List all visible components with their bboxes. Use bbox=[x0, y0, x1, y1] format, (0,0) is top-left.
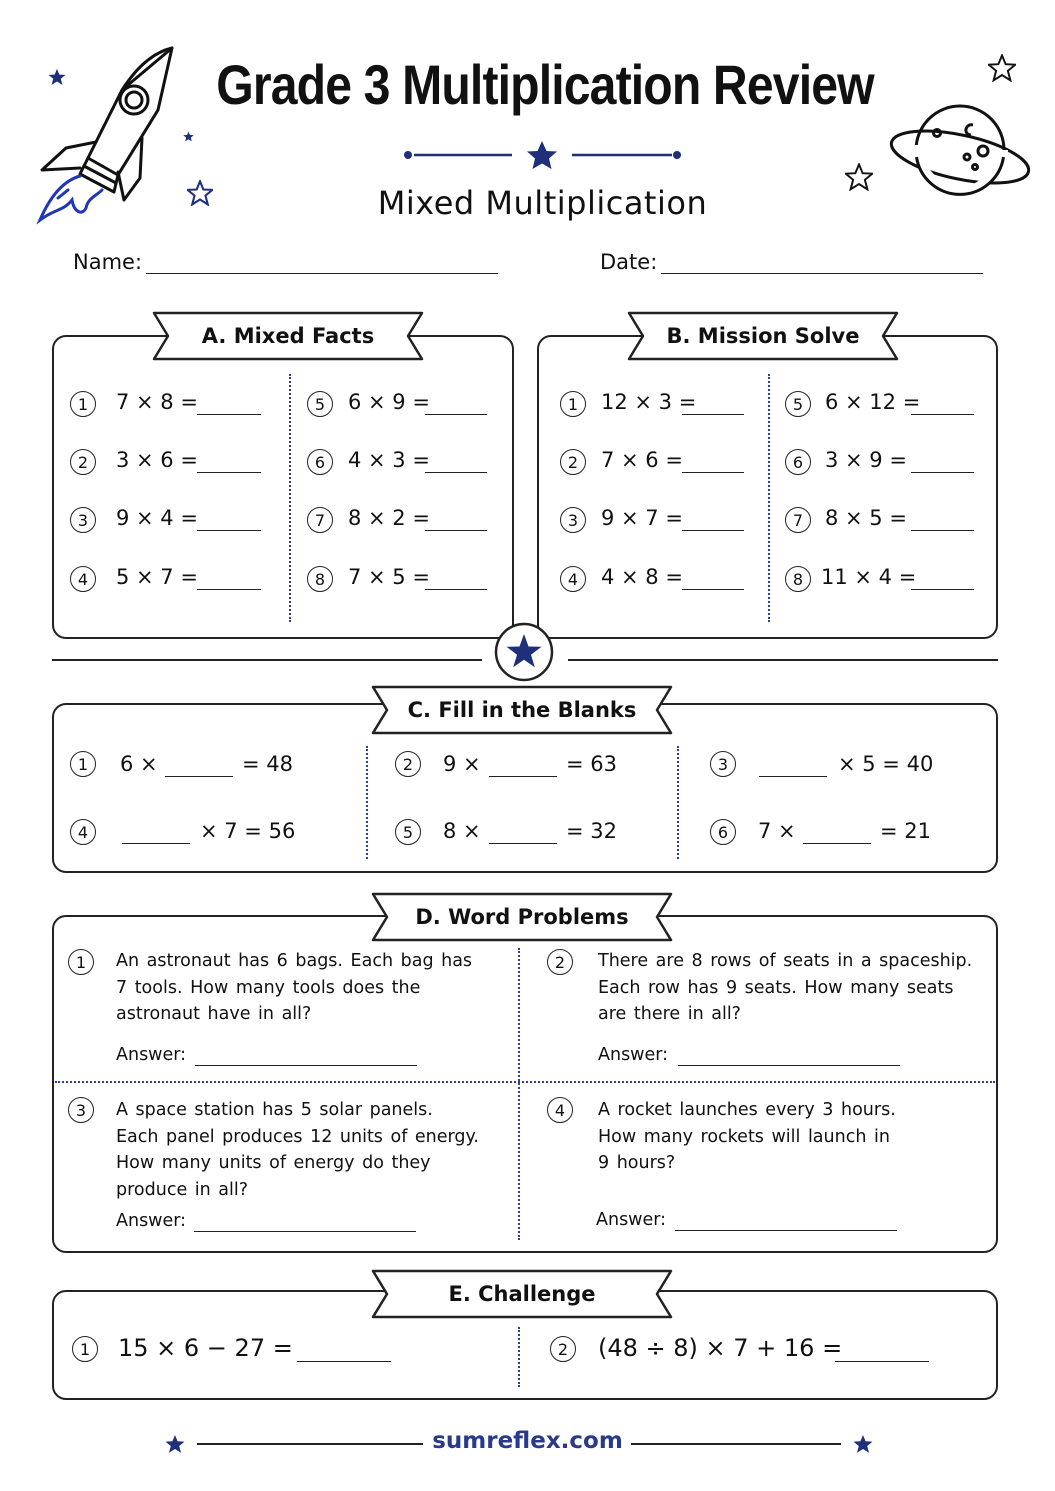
problem-line: Each panel produces 12 units of energy. bbox=[116, 1126, 479, 1147]
item-number: 5 bbox=[307, 391, 333, 417]
fact-a8: 7 × 5 = bbox=[348, 565, 430, 589]
section-divider-line bbox=[52, 659, 482, 661]
star-icon bbox=[165, 1434, 185, 1454]
item-number: 1 bbox=[70, 391, 96, 417]
fill-c3-suffix: × 5 = 40 bbox=[838, 752, 934, 776]
problem-line: 7 tools. How many tools does the bbox=[116, 977, 421, 998]
item-number: 1 bbox=[72, 1336, 98, 1362]
page-title: Grade 3 Multiplication Review bbox=[216, 53, 874, 116]
answer-blank[interactable] bbox=[489, 775, 557, 777]
answer-label: Answer: bbox=[598, 1045, 669, 1065]
item-number: 4 bbox=[70, 566, 96, 592]
section-d-divider bbox=[518, 948, 520, 1240]
item-number: 2 bbox=[70, 449, 96, 475]
challenge-2: (48 ÷ 8) × 7 + 16 = bbox=[598, 1334, 843, 1362]
fill-c2-suffix: = 63 bbox=[566, 752, 617, 776]
fact-b6: 3 × 9 = bbox=[825, 448, 907, 472]
word-problem-1 bbox=[116, 948, 496, 1028]
problem-line: An astronaut has 6 bags. Each bag has bbox=[116, 951, 473, 971]
fill-c5-prefix: 8 × bbox=[443, 819, 481, 843]
star-icon bbox=[183, 131, 194, 142]
fact-a3: 9 × 4 = bbox=[116, 506, 198, 530]
item-number: 2 bbox=[547, 949, 573, 975]
answer-blank[interactable] bbox=[682, 413, 744, 415]
answer-blank[interactable] bbox=[835, 1360, 929, 1362]
title-divider bbox=[400, 140, 690, 170]
answer-blank[interactable] bbox=[425, 588, 487, 590]
answer-blank[interactable] bbox=[682, 588, 744, 590]
item-number: 6 bbox=[785, 449, 811, 475]
item-number: 1 bbox=[68, 949, 94, 975]
answer-blank[interactable] bbox=[297, 1360, 391, 1362]
answer-blank[interactable] bbox=[425, 471, 487, 473]
word-problem-2 bbox=[598, 948, 983, 1028]
star-icon bbox=[853, 1434, 873, 1454]
section-c-title: C. Fill in the Blanks bbox=[407, 698, 637, 722]
item-number: 4 bbox=[70, 819, 96, 845]
word-problem-4 bbox=[598, 1097, 983, 1177]
item-number: 3 bbox=[68, 1097, 94, 1123]
answer-blank[interactable] bbox=[165, 775, 233, 777]
star-icon bbox=[187, 180, 213, 206]
fill-c1-suffix: = 48 bbox=[242, 752, 293, 776]
answer-blank[interactable] bbox=[197, 529, 261, 531]
fact-b2: 7 × 6 = bbox=[601, 448, 683, 472]
answer-label: Answer: bbox=[116, 1045, 187, 1065]
answer-blank[interactable] bbox=[911, 529, 974, 531]
section-e-divider bbox=[518, 1327, 520, 1387]
page-subtitle: Mixed Multiplication bbox=[377, 184, 708, 222]
item-number: 6 bbox=[307, 449, 333, 475]
answer-blank[interactable] bbox=[197, 588, 261, 590]
fact-a7: 8 × 2 = bbox=[348, 506, 430, 530]
answer-blank[interactable] bbox=[197, 471, 261, 473]
section-d-title: D. Word Problems bbox=[415, 905, 629, 929]
item-number: 8 bbox=[307, 566, 333, 592]
section-b-divider bbox=[768, 374, 770, 622]
section-d-hdivider bbox=[55, 1081, 995, 1083]
fill-c1-prefix: 6 × bbox=[120, 752, 158, 776]
item-number: 2 bbox=[395, 751, 421, 777]
item-number: 4 bbox=[547, 1097, 573, 1123]
challenge-1: 15 × 6 − 27 = bbox=[118, 1334, 293, 1362]
problem-line: How many units of energy do they bbox=[116, 1153, 431, 1173]
planet-icon bbox=[885, 95, 1035, 205]
problem-line: Each row has 9 seats. How many seats bbox=[598, 977, 954, 998]
fill-c5-suffix: = 32 bbox=[566, 819, 617, 843]
section-c-divider bbox=[677, 746, 679, 859]
footer-line bbox=[631, 1443, 841, 1445]
answer-blank[interactable] bbox=[682, 529, 744, 531]
answer-blank[interactable] bbox=[197, 413, 261, 415]
problem-line: A rocket launches every 3 hours. bbox=[598, 1100, 896, 1120]
fill-c4-suffix: × 7 = 56 bbox=[200, 819, 296, 843]
fact-a4: 5 × 7 = bbox=[116, 565, 198, 589]
problem-line: How many rockets will launch in bbox=[598, 1126, 890, 1147]
section-c-banner bbox=[371, 685, 673, 735]
section-a-title: A. Mixed Facts bbox=[201, 324, 375, 348]
section-c-divider bbox=[366, 746, 368, 859]
fill-c6-prefix: 7 × bbox=[758, 819, 796, 843]
fact-b1: 12 × 3 = bbox=[601, 390, 697, 414]
word-problem-3 bbox=[116, 1097, 506, 1203]
answer-label: Answer: bbox=[116, 1211, 187, 1231]
item-number: 5 bbox=[395, 819, 421, 845]
answer-blank[interactable] bbox=[911, 588, 974, 590]
answer-line[interactable] bbox=[195, 1064, 417, 1066]
item-number: 4 bbox=[560, 566, 586, 592]
problem-line: are there in all? bbox=[598, 1004, 741, 1024]
answer-label: Answer: bbox=[596, 1210, 667, 1230]
date-field[interactable] bbox=[661, 272, 983, 274]
item-number: 2 bbox=[560, 449, 586, 475]
answer-blank[interactable] bbox=[682, 471, 744, 473]
section-a-banner bbox=[152, 311, 424, 361]
section-e-banner bbox=[371, 1269, 673, 1319]
answer-blank[interactable] bbox=[759, 775, 827, 777]
fact-b4: 4 × 8 = bbox=[601, 565, 683, 589]
answer-line[interactable] bbox=[675, 1229, 897, 1231]
fact-a6: 4 × 3 = bbox=[348, 448, 430, 472]
item-number: 1 bbox=[70, 751, 96, 777]
fill-c2-prefix: 9 × bbox=[443, 752, 481, 776]
item-number: 8 bbox=[785, 566, 811, 592]
item-number: 1 bbox=[560, 391, 586, 417]
fact-a5: 6 × 9 = bbox=[348, 390, 430, 414]
item-number: 7 bbox=[307, 507, 333, 533]
answer-blank[interactable] bbox=[489, 842, 557, 844]
section-b-title: B. Mission Solve bbox=[666, 324, 860, 348]
section-b-banner bbox=[627, 311, 899, 361]
answer-blank[interactable] bbox=[122, 842, 190, 844]
fact-a2: 3 × 6 = bbox=[116, 448, 198, 472]
answer-blank[interactable] bbox=[911, 413, 974, 415]
item-number: 6 bbox=[710, 819, 736, 845]
problem-line: astronaut have in all? bbox=[116, 1004, 312, 1024]
footer-line bbox=[197, 1443, 423, 1445]
section-a-divider bbox=[289, 374, 291, 622]
item-number: 2 bbox=[550, 1336, 576, 1362]
answer-line[interactable] bbox=[678, 1064, 900, 1066]
section-d-banner bbox=[371, 892, 673, 942]
problem-line: produce in all? bbox=[116, 1179, 249, 1200]
section-divider-line bbox=[568, 659, 998, 661]
item-number: 5 bbox=[785, 391, 811, 417]
problem-line: A space station has 5 solar panels. bbox=[116, 1100, 433, 1120]
problem-line: 9 hours? bbox=[598, 1153, 676, 1173]
date-label: Date: bbox=[600, 250, 658, 274]
star-icon bbox=[48, 68, 66, 86]
answer-blank[interactable] bbox=[425, 413, 487, 415]
problem-line: There are 8 rows of seats in a spaceship. bbox=[598, 951, 973, 971]
name-label: Name: bbox=[73, 250, 143, 274]
star-icon bbox=[988, 54, 1016, 82]
answer-line[interactable] bbox=[194, 1230, 416, 1232]
answer-blank[interactable] bbox=[425, 529, 487, 531]
fact-b5: 6 × 12 = bbox=[825, 390, 921, 414]
fact-b8: 11 × 4 = bbox=[821, 565, 917, 589]
footer-link[interactable]: sumreflex.com bbox=[432, 1428, 623, 1454]
name-field[interactable] bbox=[146, 272, 498, 274]
fact-b7: 8 × 5 = bbox=[825, 506, 907, 530]
star-icon bbox=[845, 163, 873, 191]
item-number: 3 bbox=[710, 751, 736, 777]
answer-blank[interactable] bbox=[803, 842, 871, 844]
item-number: 3 bbox=[560, 507, 586, 533]
section-a-box bbox=[52, 335, 514, 639]
star-badge-icon bbox=[493, 621, 555, 683]
item-number: 3 bbox=[70, 507, 96, 533]
section-e-title: E. Challenge bbox=[448, 1282, 596, 1306]
item-number: 7 bbox=[785, 507, 811, 533]
fill-c6-suffix: = 21 bbox=[880, 819, 931, 843]
fact-b3: 9 × 7 = bbox=[601, 506, 683, 530]
answer-blank[interactable] bbox=[911, 471, 974, 473]
fact-a1: 7 × 8 = bbox=[116, 390, 198, 414]
